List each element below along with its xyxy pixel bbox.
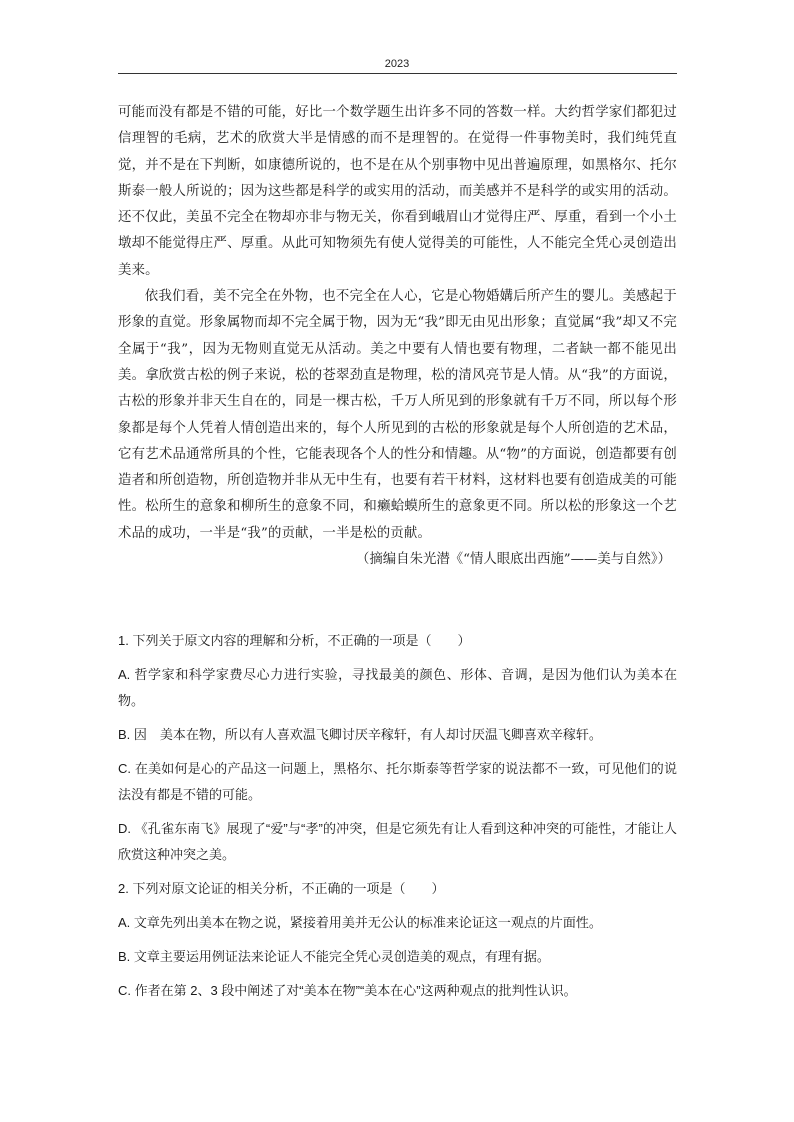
header-divider [118,73,677,74]
question-1-option-d: D. 《孔雀东南飞》展现了“爱”与“孝”的冲突，但是它须先有让人看到这种冲突的可能性，才能让人欣赏这种冲突之美。 [118,821,677,862]
question-section [118,628,677,1012]
question-1-option-b: B. 因 美本在物，所以有人喜欢温飞卿讨厌辛稼轩，有人却讨厌温飞卿喜欢辛稼轩。 [118,727,602,742]
question-1-option-c: C. 在美如何是心的产品这一问题上，黑格尔、托尔斯泰等哲学家的说法都不一致，可见他们的说法没有都是不错的可能。 [118,761,677,802]
question-2-option-a: A. 文章先列出美本在物之说，紧接着用美并无公认的标准来论证这一观点的片面性。 [118,915,602,930]
page-header-title: 2023 [384,58,410,70]
passage-paragraph-1: 可能而没有都是不错的可能，好比一个数学题生出许多不同的答数一样。大约哲学家们都犯过信理智的毛病，艺术的欣赏大半是情感的而不是理智的。在觉得一件事物美时，我们纯凭直觉，并不是在下判断，如康德所说的，也不是在从个别事物中见出普遍原理，如黑格尔、托尔斯泰一般人所说的；因为这些都是科学的或实用的活动，而美感并不是科学的或实用的活动。还不仅此，美虽不完全在物却亦非与物无关，你看到峨眉山才觉得庄严、厚重，看到一个小土墩却不能觉得庄严、厚重。从此可知物须先有使人觉得美的可能性，人不能完全凭心灵创造出美来。 [118,105,677,278]
passage-paragraph-2: 依我们看，美不完全在外物，也不完全在人心，它是心物婚媾后所产生的婴儿。美感起于形象的直觉。形象属物而却不完全属于物，因为无“我”即无由见出形象；直觉属“我”却又不完全属于“我”，因为无物则直觉无从活动。美之中要有人情也要有物理，二者缺一都不能见出美。拿欣赏古松的例子来说，松的苍翠劲直是物理，松的清风亮节是人情。从“我”的方面说，古松的形象并非天生自在的，同是一棵古松，千万人所见到的形象就有千万不同，所以每个形象都是每个人凭着人情创造出来的，每个人所见到的古松的形象就是每个人所创造的艺术品，它有艺术品通常所具的个性，它能表现各个人的性分和情趣。从“物”的方面说，创造都要有创造者和所创造物，所创造物并非从无中生有，也要有若干材料，这材料也要有创造成美的可能性。松所生的意象和柳所生的意象不同，和癞蛤蟆所生的意象更不同。所以松的形象这一个艺术品的成功，一半是“我”的贡献，一半是松的贡献。 [118,289,677,541]
question-2-option-c: C. 作者在第 2、3 段中阐述了对“美本在物”“美本在心”这两种观点的批判性认识。 [118,983,577,998]
question-2-stem: 2. 下列对原文论证的相关分析，不正确的一项是（ ） [118,881,445,896]
question-2-option-b: B. 文章主要运用例证法来论证人不能完全凭心灵创造美的观点，有理有据。 [118,949,550,964]
passage-source-citation: （摘编自朱光潜《“情人眼底出西施”——美与自然》） [356,552,671,568]
reading-passage [118,100,677,573]
question-1-stem: 1. 下列关于原文内容的理解和分析，不正确的一项是（ ） [118,633,471,648]
question-1-option-a: A. 哲学家和科学家费尽心力进行实验，寻找最美的颜色、形体、音调，是因为他们认为美本在物。 [118,667,677,708]
